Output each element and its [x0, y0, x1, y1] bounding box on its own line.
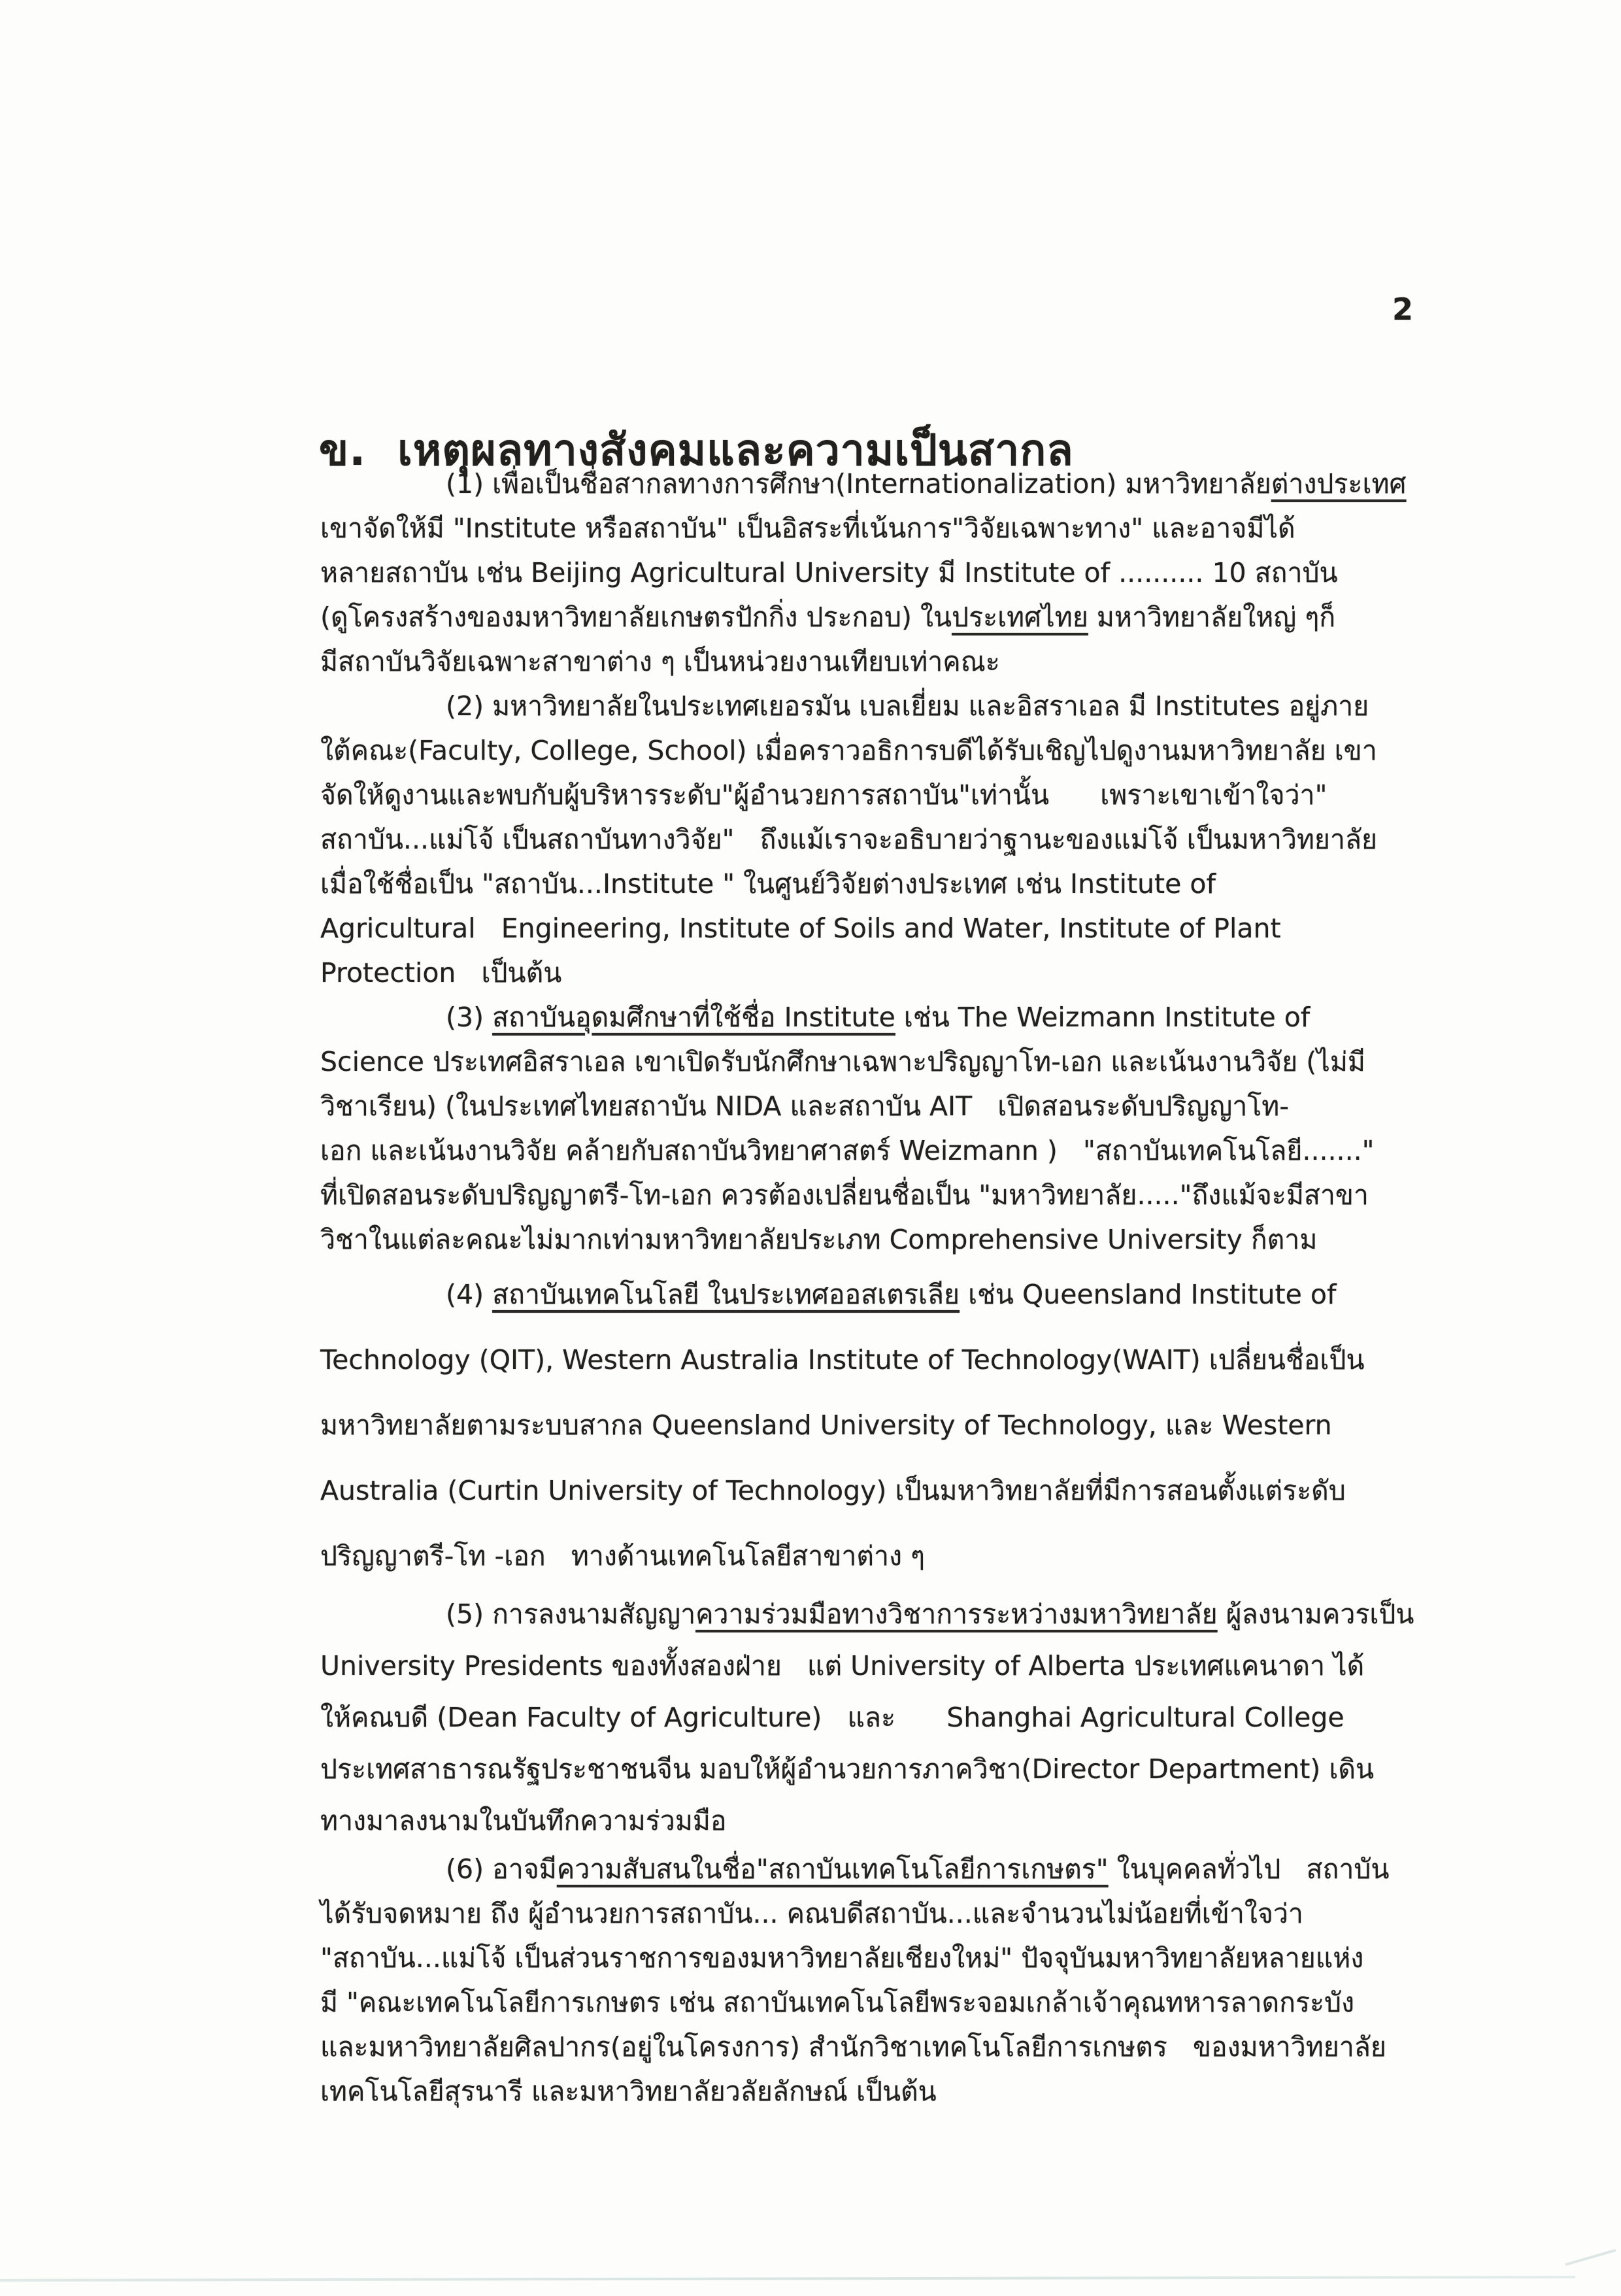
text-line: [320, 995, 1480, 1039]
text-segment: เอก และเน้นงานวิจัย คล้ายกับสถาบันวิทยาศาสตร์ Weizmann ) "สถาบันเทคโนโลยี.......": [320, 1135, 1375, 1166]
text-line: [320, 1084, 1480, 1128]
text-line: [320, 506, 1480, 550]
text-segment: วิชาในแต่ละคณะไม่มากเท่ามหาวิทยาลัยประเภท Comprehensive University ก็ตาม: [320, 1224, 1318, 1255]
text-segment: ให้คณบดี (Dean Faculty of Agriculture) และ Shanghai Agricultural College: [320, 1702, 1345, 1733]
text-segment: เช่น Queensland Institute of: [960, 1279, 1337, 1310]
text-line: [320, 1692, 1480, 1744]
underlined-text: สถาบันเทคโนโลยี ในประเทศออสเตรเลีย: [492, 1279, 960, 1310]
text-segment: Agricultural Engineering, Institute of Soils and Water, Institute of Plant: [320, 913, 1281, 944]
text-segment: จัดให้ดูงานและพบกับผู้บริหารระดับ"ผู้อำนวยการสถาบัน"เท่านั้น เพราะเขาเข้าใจว่า": [320, 779, 1328, 811]
underlined-text: สถาบันอุดมศึกษาที่ใช้ชื่อ Institute: [492, 1002, 895, 1033]
text-line: [320, 1589, 1480, 1640]
text-segment: เช่น The Weizmann Institute of: [895, 1002, 1311, 1033]
text-segment: ในบุคคลทั่วไป สถาบัน: [1108, 1853, 1390, 1885]
text-segment: และมหาวิทยาลัยศิลปากร(อยู่ในโครงการ) สำนักวิชาเทคโนโลยีการเกษตร ของมหาวิทยาลัย: [320, 2031, 1386, 2063]
text-line: [320, 1217, 1480, 1262]
text-segment: ได้รับจดหมาย ถึง ผู้อำนวยการสถาบัน... คณบดีสถาบัน...และจำนวนไม่น้อยที่เข้าใจว่า: [320, 1898, 1303, 1929]
text-line: [320, 862, 1480, 906]
text-line: [320, 462, 1480, 506]
text-line: [320, 1936, 1480, 1980]
text-line: [320, 1327, 1480, 1393]
text-segment: (6) อาจมี: [446, 1853, 557, 1885]
text-segment: สถาบัน...แม่โจ้ เป็นสถาบันทางวิจัย" ถึงแม้เราจะอธิบายว่าฐานะของแม่โจ้ เป็นมหาวิทยาลัย: [320, 824, 1378, 855]
text-segment: ปริญญาตรี-โท -เอก ทางด้านเทคโนโลยีสาขาต่าง ๆ: [320, 1540, 926, 1572]
paragraph: [320, 462, 1480, 684]
text-line: [320, 1128, 1480, 1173]
text-line: [320, 1847, 1480, 1891]
paragraph: [320, 684, 1480, 995]
text-segment: หลายสถาบัน เช่น Beijing Agricultural University มี Institute of .......... 10 สถาบัน: [320, 557, 1338, 588]
text-segment: "สถาบัน...แม่โจ้ เป็นส่วนราชการของมหาวิทยาลัยเชียงใหม่" ปัจจุบันมหาวิทยาลัยหลายแห่ง: [320, 1942, 1364, 1974]
text-line: [320, 2069, 1480, 2114]
text-segment: ใต้คณะ(Faculty, College, School) เมื่อคราวอธิการบดีได้รับเชิญไปดูงานมหาวิทยาลัย เขา: [320, 735, 1377, 766]
paragraph: [320, 1262, 1480, 1589]
text-line: [320, 1039, 1480, 1084]
paragraph: [320, 1589, 1480, 1847]
text-segment: (5) การลงนามสัญญา: [446, 1598, 696, 1630]
text-segment: (2) มหาวิทยาลัยในประเทศเยอรมัน เบลเยี่ยม และอิสราเอล มี Institutes อยู่ภาย: [446, 690, 1369, 722]
scan-edge-artifact: [0, 2276, 1575, 2282]
text-segment: (4): [446, 1279, 493, 1310]
text-line: [320, 1523, 1480, 1589]
text-line: [320, 1744, 1480, 1795]
text-segment: Technology (QIT), Western Australia Institute of Technology(WAIT) เปลี่ยนชื่อเป็น: [320, 1344, 1365, 1376]
text-line: [320, 1458, 1480, 1523]
underlined-text: ต่างประเทศ: [1271, 468, 1407, 499]
text-segment: ที่เปิดสอนระดับปริญญาตรี-โท-เอก ควรต้องเปลี่ยนชื่อเป็น "มหาวิทยาลัย....."ถึงแม้จะมีสาขา: [320, 1179, 1369, 1211]
text-segment: มีสถาบันวิจัยเฉพาะสาขาต่าง ๆ เป็นหน่วยงานเทียบเท่าคณะ: [320, 646, 1000, 677]
text-segment: (3): [446, 1002, 493, 1033]
text-line: [320, 1980, 1480, 2025]
text-line: [320, 951, 1480, 995]
text-line: [320, 906, 1480, 951]
paragraph: [320, 1847, 1480, 2114]
text-line: [320, 1795, 1480, 1847]
text-line: [320, 684, 1480, 728]
paragraph: [320, 995, 1480, 1262]
text-line: [320, 1640, 1480, 1692]
text-segment: เทคโนโลยีสุรนารี และมหาวิทยาลัยวลัยลักษณ์ เป็นต้น: [320, 2076, 937, 2107]
underlined-text: ความสับสนในชื่อ"สถาบันเทคโนโลยีการเกษตร": [556, 1853, 1109, 1885]
underlined-text: ความร่วมมือทางวิชาการระหว่างมหาวิทยาลัย: [695, 1598, 1218, 1630]
text-segment: ผู้ลงนามควรเป็น: [1217, 1598, 1414, 1630]
text-segment: University Presidents ของทั้งสองฝ่าย แต่ University of Alberta ประเทศแคนาดา ได้: [320, 1650, 1365, 1681]
text-line: [320, 1262, 1480, 1327]
text-line: [320, 595, 1480, 639]
text-segment: มหาวิทยาลัยใหญ่ ๆก็: [1088, 601, 1336, 633]
text-line: [320, 639, 1480, 684]
text-segment: (1) เพื่อเป็นชื่อสากลทางการศึกษา(Internationalization) มหาวิทยาลัย: [446, 468, 1271, 499]
text-line: [320, 1891, 1480, 1936]
text-line: [320, 550, 1480, 595]
text-segment: ทางมาลงนามในบันทึกความร่วมมือ: [320, 1805, 727, 1836]
text-segment: (ดูโครงสร้างของมหาวิทยาลัยเกษตรปักกิ่ง ประกอบ) ใน: [320, 601, 952, 633]
text-segment: Science ประเทศอิสราเอล เขาเปิดรับนักศึกษาเฉพาะปริญญาโท-เอก และเน้นงานวิจัย (ไม่มี: [320, 1046, 1365, 1077]
document-paragraphs: [320, 462, 1480, 2114]
underlined-text: ประเทศไทย: [952, 601, 1088, 633]
text-line: [320, 2025, 1480, 2069]
scan-edge-artifact-tail: [1565, 2249, 1616, 2266]
text-segment: วิชาเรียน) (ในประเทศไทยสถาบัน NIDA และสถาบัน AIT เปิดสอนระดับปริญญาโท-: [320, 1090, 1290, 1122]
text-segment: Australia (Curtin University of Technology) เป็นมหาวิทยาลัยที่มีการสอนตั้งแต่ระดับ: [320, 1475, 1346, 1506]
text-segment: Protection เป็นต้น: [320, 957, 562, 988]
text-line: [320, 817, 1480, 862]
section-heading: ข. เหตุผลทางสังคมและความเป็นสากล: [319, 425, 1074, 476]
text-segment: มี "คณะเทคโนโลยีการเกษตร เช่น สถาบันเทคโนโลยีพระจอมเกล้าเจ้าคุณทหารลาดกระบัง: [320, 1987, 1355, 2018]
page-number: 2: [1392, 292, 1414, 327]
text-line: [320, 1393, 1480, 1458]
text-segment: ประเทศสาธารณรัฐประชาชนจีน มอบให้ผู้อำนวยการภาควิชา(Director Department) เดิน: [320, 1753, 1374, 1785]
text-segment: เมื่อใช้ชื่อเป็น "สถาบัน...Institute " ในศูนย์วิจัยต่างประเทศ เช่น Institute of: [320, 868, 1216, 900]
text-line: [320, 773, 1480, 817]
text-segment: เขาจัดให้มี "Institute หรือสถาบัน" เป็นอิสระที่เน้นการ"วิจัยเฉพาะทาง" และอาจมีได้: [320, 513, 1295, 544]
text-segment: มหาวิทยาลัยตามระบบสากล Queensland University of Technology, และ Western: [320, 1410, 1332, 1441]
text-line: [320, 728, 1480, 773]
text-line: [320, 1173, 1480, 1217]
